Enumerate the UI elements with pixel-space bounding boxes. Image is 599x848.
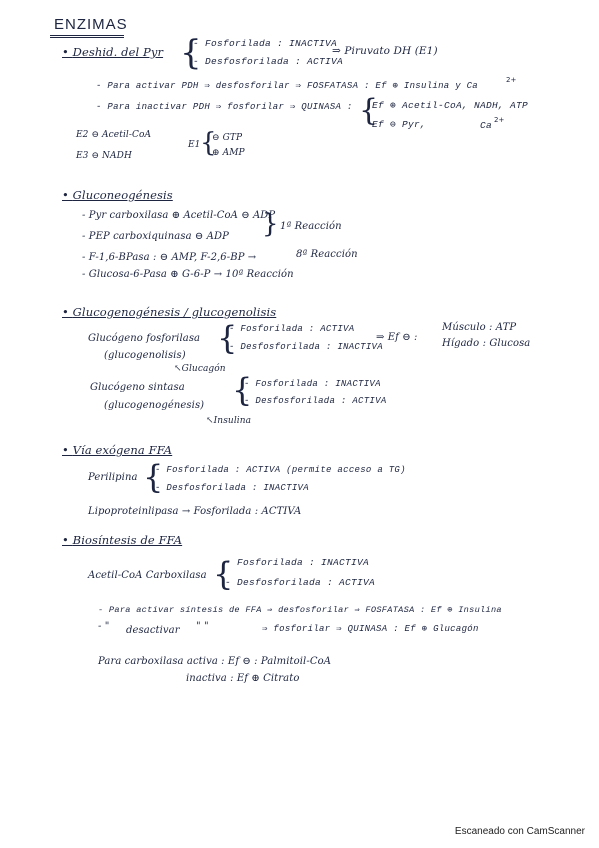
pdh-e3: E3 ⊖ NADH — [76, 151, 132, 161]
ffa-b: - Desfosforilada : INACTIVA — [155, 483, 309, 493]
gluconeo-line-4: - Glucosa-6-Pasa ⊕ G-6-P → 10ª Reacción — [82, 269, 294, 280]
section-heading-glucog: • Glucogenogénesis / glucogenolisis — [62, 305, 277, 319]
section-heading-ffa: • Vía exógena FFA — [62, 443, 173, 457]
glucog-fosforilasa-sub: (glucogenolisis) — [104, 350, 186, 361]
gluconeo-line-1: - Pyr carboxilasa ⊕ Acetil-CoA ⊖ ADP — [82, 210, 276, 221]
bios-b: - Desfosforilada : ACTIVA — [225, 577, 376, 588]
pdh-activar: - Para activar PDH ⇒ desfosforilar ⇒ FOSFATASA : Ef ⊕ Insulina y Ca — [96, 81, 479, 91]
section-heading-bios: • Biosíntesis de FFA — [62, 533, 183, 547]
bios-line-2c: " " — [196, 621, 209, 632]
gluconeo-line-2: - PEP carboxiquinasa ⊖ ADP — [82, 231, 229, 242]
glucog-glucagon: ↖Glucagón — [174, 364, 226, 374]
glucog-fos-a: - Fosforilada : ACTIVA — [229, 324, 355, 334]
glucog-sin-b: - Desfosforilada : ACTIVA — [244, 396, 387, 406]
pdh-e2: E2 ⊖ Acetil-CoA — [76, 130, 152, 140]
pdh-inactivar: - Para inactivar PDH ⇒ fosforilar ⇒ QUINASA : — [96, 102, 353, 112]
bios-line-2a: - " — [98, 621, 110, 632]
pdh-ef-neg: Ef ⊖ Pyr, — [372, 119, 427, 130]
gluconeo-reac-1: 1ª Reacción — [280, 221, 342, 232]
brace-pdh: { — [180, 33, 202, 73]
pdh-e1-amp: ⊕ AMP — [212, 148, 245, 158]
ffa-label: Perilipina — [88, 472, 138, 483]
pdh-ef-neg-ca: Ca — [480, 120, 493, 131]
brace-sintasa: { — [232, 371, 253, 409]
glucog-sintasa-sub: (glucogenogénesis) — [104, 400, 205, 411]
pdh-ef-pos: Ef ⊕ Acetil-CoA, NADH, ATP — [372, 100, 529, 111]
page-title: ENZIMAS — [54, 16, 128, 33]
glucog-sin-a: - Fosforilada : INACTIVA — [244, 379, 381, 389]
brace-fosforilasa: { — [217, 319, 238, 357]
bios-a: - Fosforilada : INACTIVA — [225, 557, 370, 568]
pdh-activar-sup: 2+ — [506, 76, 517, 84]
bios-carb-2: inactiva : Ef ⊕ Citrato — [186, 673, 300, 684]
pdh-result: ⇒ Piruvato DH (E1) — [332, 45, 438, 57]
glucog-higado: Hígado : Glucosa — [442, 338, 531, 349]
section-heading-gluconeo: • Gluconeogénesis — [62, 188, 173, 202]
gluconeo-reac-8: 8ª Reacción — [296, 249, 358, 260]
pdh-desfosforilada: - Desfosforilada : ACTIVA — [193, 56, 344, 67]
gluconeo-line-3: - F-1,6-BPasa : ⊖ AMP, F-2,6-BP → — [82, 252, 257, 263]
pdh-ef-neg-ca-sup: 2+ — [494, 116, 505, 124]
brace-bios: { — [213, 555, 234, 593]
brace-quinasa: { — [359, 93, 379, 128]
glucog-fosforilasa-label: Glucógeno fosforilasa — [88, 333, 201, 344]
brace-e1: { — [200, 128, 217, 158]
brace-gluconeo: { — [262, 209, 279, 239]
pdh-e1: E1 — [188, 140, 201, 150]
bios-line-2d: ⇒ fosforilar ⇒ QUINASA : Ef ⊕ Glucagón — [262, 624, 479, 634]
bios-carb-1: Para carboxilasa activa : Ef ⊖ : Palmitoil-CoA — [98, 656, 332, 667]
ffa-a: - Fosforilada : ACTIVA (permite acceso a TG) — [155, 465, 406, 475]
glucog-insulina: ↖Insulina — [206, 416, 252, 426]
brace-ffa: { — [143, 458, 164, 496]
bios-label: Acetil-CoA Carboxilasa — [88, 570, 207, 581]
pdh-e1-gtp: ⊖ GTP — [212, 133, 243, 143]
glucog-musculo: Músculo : ATP — [442, 322, 517, 333]
section-heading-pdh: • Deshid. del Pyr — [62, 45, 164, 59]
pdh-fosforilada: - Fosforilada : INACTIVA — [193, 38, 338, 49]
glucog-ef: ⇒ Ef ⊖ : — [376, 332, 418, 343]
ffa-lipo: Lipoproteinlipasa → Fosforilada : ACTIVA — [88, 506, 302, 517]
bios-line-1: - Para activar síntesis de FFA ⇒ desfosforilar ⇒ FOSFATASA : Ef ⊕ Insulina — [98, 605, 502, 615]
title-underline — [50, 35, 124, 36]
scanner-watermark: Escaneado con CamScanner — [454, 826, 585, 837]
glucog-sintasa-label: Glucógeno sintasa — [90, 382, 185, 393]
glucog-fos-b: - Desfosforilada : INACTIVA — [229, 342, 383, 352]
title-underline-2 — [50, 37, 124, 38]
bios-line-2b: desactivar — [126, 625, 180, 636]
